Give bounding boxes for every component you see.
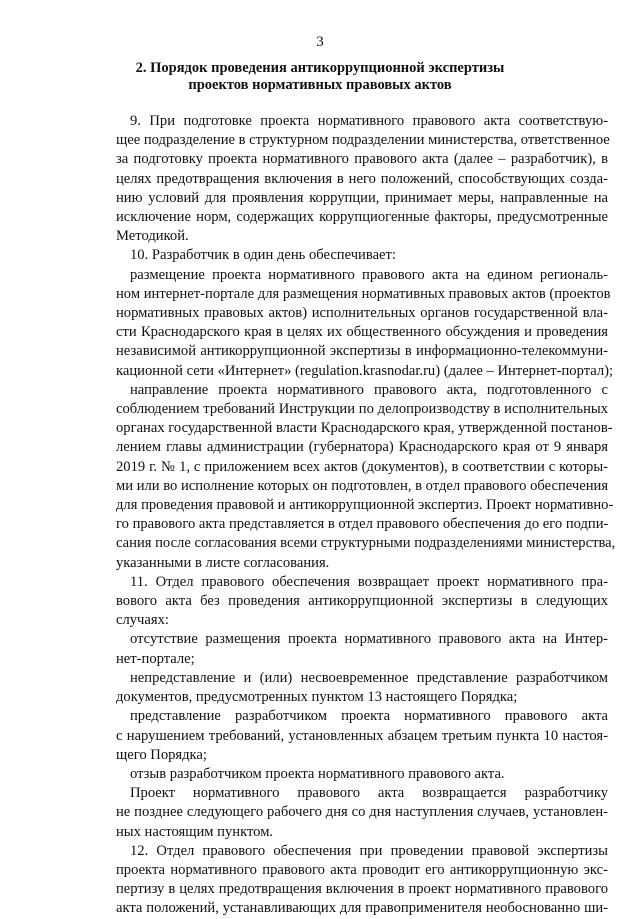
text-line: нет-портале;: [116, 650, 195, 667]
section-title-line: проектов нормативных правовых актов: [188, 77, 452, 93]
text-line: Методикой.: [116, 228, 189, 245]
text-line: 9. При подготовке проекта нормативного правового акта соответствую-: [130, 113, 608, 129]
text-line: представление разработчиком проекта нормативного правового акта: [130, 708, 608, 725]
text-line: лением главы администрации (губернатора) Краснодарского края от 9 января: [116, 439, 608, 456]
text-line: акта положений, устанавливающих для правоприменителя необоснованно ши-: [116, 900, 608, 917]
text-line: 12. Отдел правового обеспечения при проведении правовой экспертизы: [130, 842, 608, 859]
text-line: непредставление и (или) несвоевременное представление разработчиком: [130, 669, 608, 686]
text-line: щее подразделение в структурном подразделении министерства, ответственное: [116, 132, 610, 149]
text-line: соблюдением требований Инструкции по делопроизводству в исполнительных: [116, 401, 608, 418]
text-line: целях предотвращения включения в него положений, способствующих созда-: [116, 170, 608, 187]
text-line: сти Краснодарского края в целях их общественного обсуждения и проведения: [116, 324, 608, 341]
page-number: 3: [316, 34, 324, 50]
text-line: пертизу в целях предотвращения включения в проект нормативного правового: [116, 881, 608, 898]
text-line: 11. Отдел правового обеспечения возвращает проект нормативного пра-: [130, 573, 608, 590]
text-line: сания после согласования всеми структурными подразделениями министерства,: [116, 535, 616, 552]
text-line: кационной сети «Интернет» (regulation.krasnodar.ru) (далее – Интернет-портал);: [116, 362, 614, 379]
text-line: независимой антикоррупционной экспертизы в информационно-телекоммуни-: [116, 343, 608, 360]
text-line: документов, предусмотренных пунктом 13 настоящего Порядка;: [116, 689, 518, 706]
text-line: ных настоящим пунктом.: [116, 823, 274, 840]
text-line: 10. Разработчик в один день обеспечивает:: [130, 247, 396, 264]
text-line: размещение проекта нормативного правового акта на едином региональ-: [130, 266, 608, 283]
text-line: ном интернет-портале для размещения нормативных правовых актов (проектов: [116, 285, 611, 302]
text-line: отзыв разработчиком проекта нормативного правового акта.: [130, 765, 505, 782]
text-line: нормативных правовых актов) исполнительных органов государственной вла-: [116, 305, 608, 322]
document-body: [116, 112, 616, 919]
text-line: указанными в листе согласования.: [116, 554, 330, 571]
text-line: не позднее следующего рабочего дня со дня наступления случаев, установлен-: [116, 804, 608, 821]
text-line: щего Порядка;: [116, 746, 207, 763]
text-line: вового акта без проведения антикоррупционной экспертизы в следующих: [116, 593, 608, 610]
text-line: с нарушением требований, установленных абзацем третьим пункта 10 настоя-: [116, 727, 608, 744]
text-line: направление проекта нормативного правового акта, подготовленного с: [130, 381, 608, 398]
text-line: ми или во исполнение которых он подготовлен, в отдел правового обеспечения: [116, 477, 609, 494]
text-line: проекта нормативного правового акта проводит его антикоррупционную экс-: [116, 861, 608, 878]
section-title-line: 2. Порядок проведения антикоррупционной экспертизы: [135, 60, 505, 76]
text-line: за подготовку проекта нормативного правового акта (далее – разработчик), в: [116, 151, 608, 168]
text-line: исключение норм, содержащих коррупциогенные факторы, предусмотренные: [116, 209, 608, 226]
text-line: 2019 г. № 1, с приложением всех актов (документов), в соответствии с которы-: [116, 458, 608, 475]
text-line: отсутствие размещения проекта нормативного правового акта на Интер-: [130, 631, 608, 648]
text-line: нию условий для проявления коррупции, принимает меры, направленные на: [116, 189, 608, 206]
text-line: Проект нормативного правового акта возвращается разработчику: [130, 785, 608, 802]
section-title: [0, 60, 640, 94]
text-line: органах государственной власти Краснодарского края, утвержденной постанов-: [116, 420, 613, 437]
text-line: го правового акта представляется в отдел правового обеспечения до его подпи-: [116, 516, 609, 533]
text-line: для проведения правовой и антикоррупционной экспертиз. Проект нормативно-: [116, 497, 614, 514]
text-line: случаях:: [116, 612, 169, 629]
